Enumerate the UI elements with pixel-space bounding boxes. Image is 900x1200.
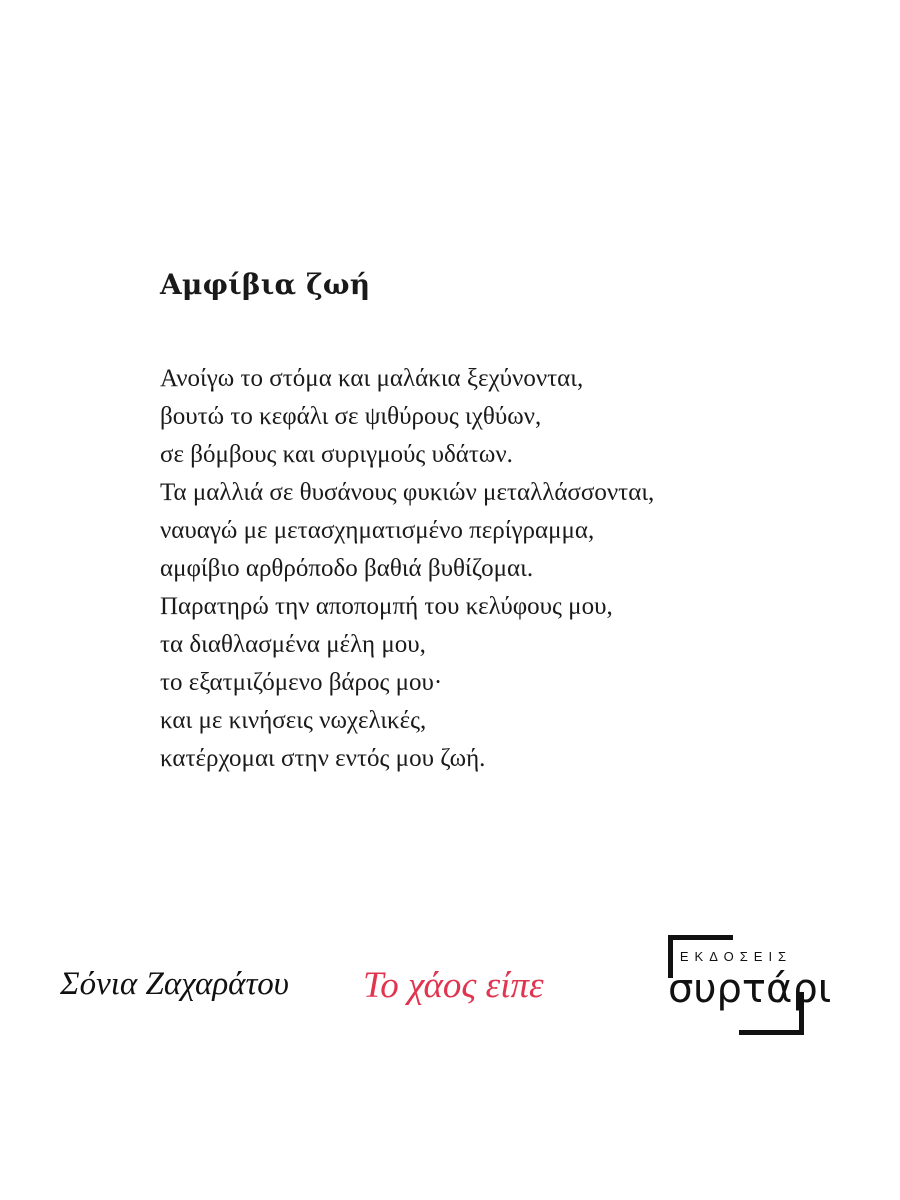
poem-line: Τα μαλλιά σε θυσάνους φυκιών μεταλλάσσονται, [160, 479, 655, 506]
poem-line: κατέρχομαι στην εντός μου ζωή. [160, 745, 486, 772]
poem-line: τα διαθλασμένα μέλη μου, [160, 631, 426, 658]
poem-line: Ανοίγω το στόμα και μαλάκια ξεχύνονται, [160, 365, 584, 392]
poem-title: Αμφίβια ζωή [160, 268, 371, 301]
poem-line: Παρατηρώ την αποπομπή του κελύφους μου, [160, 593, 613, 620]
poem-line: ναυαγώ με μετασχηματισμένο περίγραμμα, [160, 517, 595, 544]
poem-line: το εξατμιζόμενο βάρος μου· [160, 669, 443, 696]
author-name: Σόνια Ζαχαράτου [60, 966, 289, 1002]
poem-line: και με κινήσεις νωχελικές, [160, 707, 427, 734]
poem-line: βουτώ το κεφάλι σε ψιθύρους ιχθύων, [160, 403, 542, 430]
poem-body [160, 360, 654, 778]
poem-line: αμφίβιο αρθρόποδο βαθιά βυθίζομαι. [160, 555, 534, 582]
publisher-name: συρτάρι [668, 966, 832, 1012]
book-title: Το χάος είπε [363, 965, 544, 1006]
publisher-logo [668, 935, 832, 1035]
publisher-label: ΕΚΔΟΣΕΙΣ [679, 949, 793, 964]
poem-line: σε βόμβους και συριγμούς υδάτων. [160, 441, 513, 468]
